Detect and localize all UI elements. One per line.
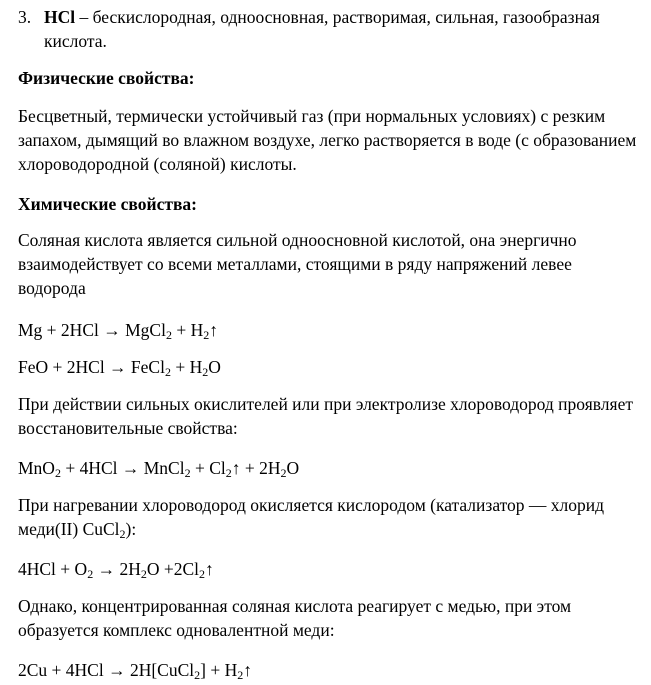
heating-text: При нагревании хлороводород окисляется кислородом (катализатор — хлорид меди(II) CuCl$_2$): (18, 495, 605, 541)
physical-text: Бесцветный, термически устойчивый газ (при нормальных условиях) с резким запахом, дымящий во влажном воздухе, легко растворяется в воде (с образованием хлороводородной (соляной) кислоты. (18, 106, 637, 174)
oxidizer-text: При действии сильных окислителей или при электролизе хлороводород проявляет восстановительные свойства: (18, 394, 633, 438)
item-definition (44, 5, 644, 53)
item-number: 3. (18, 7, 32, 27)
chemical-intro: Соляная кислота является сильной одноосновной кислотой, она энергично взаимодействует со всеми металлами, стоящими в ряду напряжений левее водорода (18, 230, 577, 298)
equation-feo: FeO + 2HCl → FeCl$_2$ + $H_2O$ (18, 357, 221, 379)
physical-heading: Физические свойства: (18, 68, 195, 88)
equation-mg: Mg + 2HCl → MgCl$_2$ + $H_2↑$ (18, 320, 218, 342)
equation-cu: 2Cu + 4HCl → 2H[CuCl$_2$] + $H_2↑$ (18, 660, 252, 682)
equation-mno2: MnO$_2$ + 4HCl → MnCl$_2$ + $Cl_2↑ + 2H_2O$ (18, 458, 300, 480)
equation-o2: $4HCl + O_2 \to 2H_2O$ $+2Cl_2↑$ (18, 559, 214, 581)
chemical-heading: Химические свойства: (18, 194, 197, 214)
item-formula: HCl (44, 7, 76, 27)
item-description: – бескислородная, одноосновная, растворимая, сильная, газообразная кислота. (44, 7, 600, 51)
copper-text: Однако, концентрированная соляная кислота реагирует с медью, при этом образуется комплекс одновалентной меди: (18, 596, 572, 640)
